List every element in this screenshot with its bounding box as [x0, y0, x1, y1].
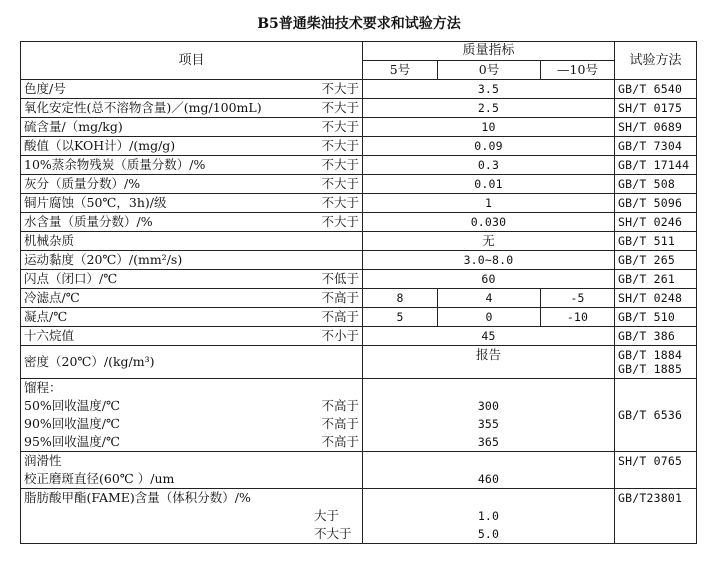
- item-limit: 不大于: [321, 81, 359, 96]
- table-row: [21, 80, 697, 99]
- row-item: [21, 346, 363, 379]
- density-row: [21, 346, 697, 379]
- table-row: [21, 118, 697, 137]
- value-grade-0: 0: [438, 308, 541, 327]
- table-row: [21, 232, 697, 251]
- item-name: 氧化安定性(总不溶物含量)／(mg/100mL): [24, 100, 262, 115]
- item-limit: 不大于: [321, 119, 359, 134]
- item-limit: 不高于: [321, 290, 359, 305]
- row-method: GB/T 510: [615, 308, 697, 327]
- row-value: 300: [477, 399, 500, 413]
- row-method: [615, 346, 697, 379]
- header-item: 项目: [21, 42, 363, 80]
- row-value: 365: [477, 435, 500, 449]
- row-value: 355: [477, 417, 500, 431]
- item-limit: 不小于: [321, 328, 359, 343]
- value-grade-minus10: -5: [541, 289, 615, 308]
- item-limit: 不大于: [321, 138, 359, 153]
- row-method: GB/T 17144: [615, 156, 697, 175]
- row-value: 10: [363, 118, 615, 137]
- item-name: 10%蒸余物残炭（质量分数）/%: [24, 157, 206, 172]
- row-item: [21, 99, 363, 118]
- row-method: GB/T23801: [615, 489, 697, 544]
- row-value: 60: [363, 270, 615, 289]
- row-item: [21, 289, 363, 308]
- row-method: GB/T 6536: [615, 379, 697, 452]
- item-limit: 大于: [314, 508, 340, 523]
- item-name: 十六烷值: [24, 328, 75, 343]
- row-value: 45: [363, 327, 615, 346]
- table-row: [21, 213, 697, 232]
- row-method: GB/T 261: [615, 270, 697, 289]
- item-name: 机械杂质: [24, 233, 75, 248]
- row-value: 5.0: [477, 527, 500, 541]
- item-limit: 不大于: [321, 176, 359, 191]
- spacer: [366, 452, 611, 470]
- distillation-row: [21, 379, 697, 452]
- row-item: [21, 270, 363, 289]
- row-item: [21, 489, 363, 544]
- sub-item: [24, 433, 359, 451]
- row-item: [21, 194, 363, 213]
- value-grade-0: 4: [438, 289, 541, 308]
- spacer: [366, 489, 611, 507]
- fame-row: [21, 489, 697, 544]
- row-item: [21, 251, 363, 270]
- item-limit: 不大于: [321, 214, 359, 229]
- row-method: GB/T 7304: [615, 137, 697, 156]
- row-method: GB/T 5096: [615, 194, 697, 213]
- row-method: GB/T 6540: [615, 80, 697, 99]
- item-name: 50%回收温度/℃: [24, 398, 120, 413]
- value-grade-5: 8: [363, 289, 438, 308]
- distillation-title: 馏程：: [24, 380, 62, 395]
- lubricity-row: [21, 452, 697, 489]
- table-row-graded: [21, 308, 697, 327]
- spacer: [366, 379, 611, 397]
- row-values: [363, 489, 615, 544]
- item-limit: 不大于: [321, 100, 359, 115]
- row-item: [21, 232, 363, 251]
- row-method: SH/T 0175: [615, 99, 697, 118]
- row-value: 3.0~8.0: [363, 251, 615, 270]
- value-grade-minus10: -10: [541, 308, 615, 327]
- table-row: [21, 194, 697, 213]
- row-item: [21, 379, 363, 452]
- item-name: 色度/号: [24, 81, 66, 96]
- table-row: [21, 175, 697, 194]
- sub-item: [24, 415, 359, 433]
- item-limit: 不高于: [321, 309, 359, 324]
- value-grade-5: 5: [363, 308, 438, 327]
- item-name: 闪点（闭口）/℃: [24, 271, 118, 286]
- table-row-graded: [21, 289, 697, 308]
- row-method: GB/T 511: [615, 232, 697, 251]
- lubricity-title: 润滑性: [24, 453, 62, 468]
- row-item: [21, 327, 363, 346]
- item-name: 90%回收温度/℃: [24, 416, 120, 431]
- spec-table: [20, 41, 697, 544]
- row-value: 0.3: [363, 156, 615, 175]
- row-item: [21, 156, 363, 175]
- item-limit: 不大于: [321, 195, 359, 210]
- table-row: [21, 270, 697, 289]
- row-value: 1: [363, 194, 615, 213]
- row-value: 0.09: [363, 137, 615, 156]
- item-name: 运动黏度（20℃）/(mm²/s): [24, 252, 183, 267]
- row-value: 0.030: [363, 213, 615, 232]
- table-row: [21, 99, 697, 118]
- row-value: 无: [363, 232, 615, 251]
- row-method: SH/T 0246: [615, 213, 697, 232]
- row-value: 3.5: [363, 80, 615, 99]
- table-row: [21, 137, 697, 156]
- item-name: 酸值（以KOH计）/(mg/g): [24, 138, 176, 153]
- row-value: 0.01: [363, 175, 615, 194]
- row-method: GB/T 265: [615, 251, 697, 270]
- table-row: [21, 327, 697, 346]
- row-item: [21, 137, 363, 156]
- header-method: 试验方法: [615, 42, 697, 80]
- row-item: [21, 118, 363, 137]
- method-line: GB/T 1885: [618, 362, 683, 376]
- row-method: GB/T 508: [615, 175, 697, 194]
- row-value: 2.5: [363, 99, 615, 118]
- item-limit: 不高于: [321, 398, 359, 413]
- row-item: [21, 80, 363, 99]
- header-row: [21, 42, 697, 61]
- grade-5: 5号: [363, 61, 438, 80]
- sub-item: [24, 397, 359, 415]
- row-value: 460: [477, 472, 500, 486]
- fame-title: 脂肪酸甲酯(FAME)含量（体积分数）/%: [24, 490, 251, 505]
- item-name: 水含量（质量分数）/%: [24, 214, 153, 229]
- row-item: [21, 308, 363, 327]
- item-name: 凝点/℃: [24, 309, 68, 324]
- item-name: 校正磨斑直径(60℃ ）/um: [24, 471, 175, 486]
- table-row: [21, 251, 697, 270]
- item-name: 铜片腐蚀（50℃，3h)/级: [24, 195, 167, 210]
- row-item: [21, 175, 363, 194]
- table-row: [21, 156, 697, 175]
- row-method: SH/T 0765: [615, 452, 697, 489]
- row-method: SH/T 0689: [615, 118, 697, 137]
- row-method: SH/T 0248: [615, 289, 697, 308]
- row-values: [363, 452, 615, 489]
- item-limit: 不高于: [321, 434, 359, 449]
- row-value: 1.0: [477, 509, 500, 523]
- row-item: [21, 213, 363, 232]
- item-name: 冷滤点/℃: [24, 290, 80, 305]
- row-value: 报告: [363, 346, 615, 379]
- document-title: B5普通柴油技术要求和试验方法: [257, 16, 461, 32]
- item-name: 硫含量/（mg/kg): [24, 119, 123, 134]
- row-item: [21, 452, 363, 489]
- item-name: 95%回收温度/℃: [24, 434, 120, 449]
- item-limit: 不大于: [321, 157, 359, 172]
- item-name: 灰分（质量分数）/%: [24, 176, 141, 191]
- item-limit: 不高于: [321, 416, 359, 431]
- item-limit: 不低于: [321, 271, 359, 286]
- grade-minus10: —10号: [541, 61, 615, 80]
- item-name: 密度（20℃）/(kg/m³): [24, 354, 155, 369]
- method-line: GB/T 1884: [618, 348, 683, 362]
- row-values: [363, 379, 615, 452]
- grade-0: 0号: [438, 61, 541, 80]
- row-method: GB/T 386: [615, 327, 697, 346]
- header-quality: 质量指标: [363, 42, 615, 61]
- item-limit: 不大于: [314, 526, 352, 541]
